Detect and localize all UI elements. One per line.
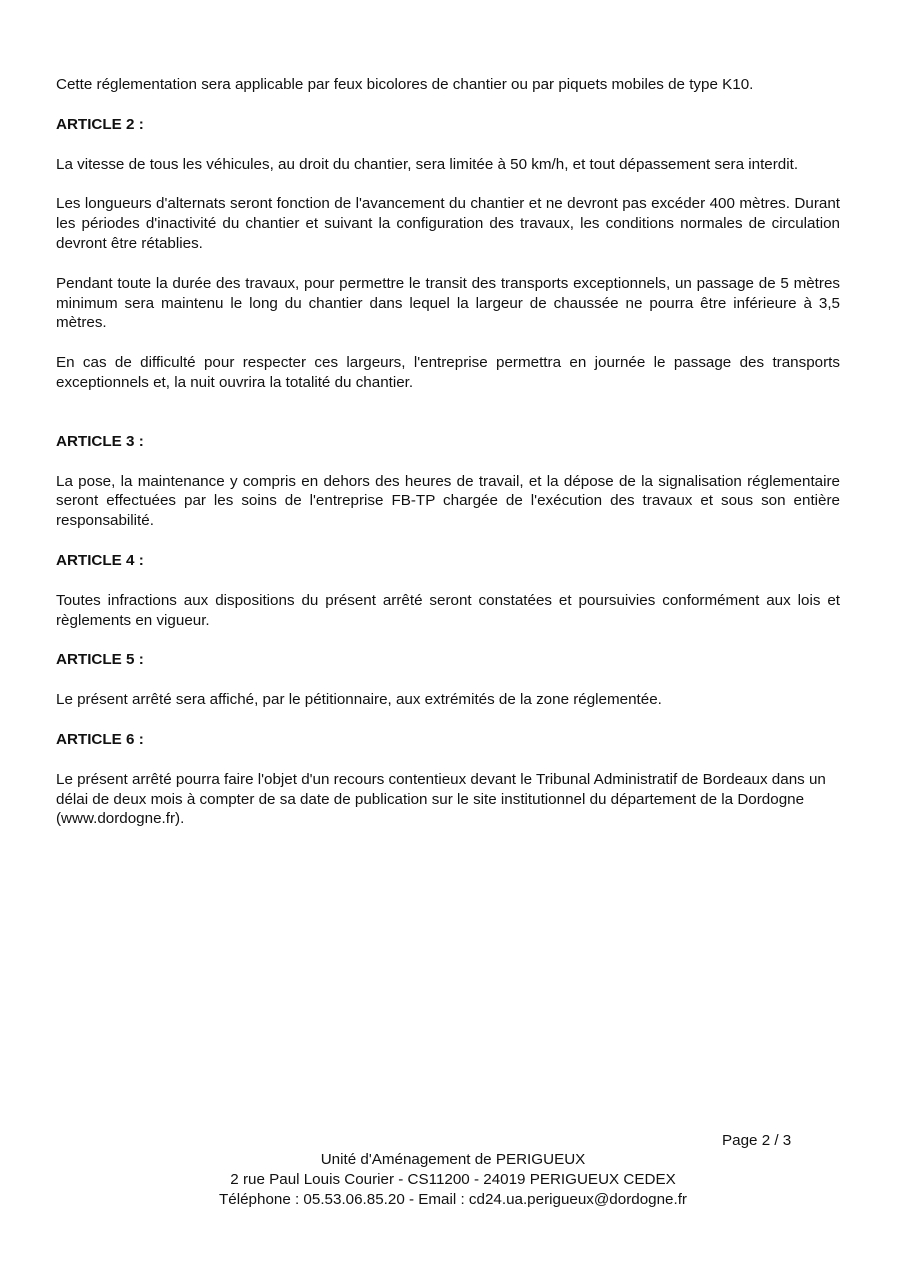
footer-unit-name: Unité d'Aménagement de PERIGUEUX [320, 1151, 586, 1168]
article-2-paragraph-4: En cas de difficulté pour respecter ces largeurs, l'entreprise permettra en journée le passage des transports exceptionnels et, la nuit ouvrira la totalité du chantier. [56, 354, 840, 391]
article-2-heading: ARTICLE 2 : [56, 115, 144, 133]
article-6-heading: ARTICLE 6 : [56, 730, 144, 748]
article-5-paragraph-1: Le présent arrêté sera affiché, par le pétitionnaire, aux extrémités de la zone réglementée. [56, 691, 662, 709]
article-4-heading: ARTICLE 4 : [56, 551, 144, 569]
page-number: Page 2 / 3 [722, 1132, 792, 1149]
article-3-paragraph-1: La pose, la maintenance y compris en dehors des heures de travail, et la dépose de la signalisation réglementaire seront effectuées par les soins de l'entreprise FB-TP chargée de l'exécution des travaux et sous son entière responsabilité. [56, 472, 840, 530]
article-5-heading: ARTICLE 5 : [56, 651, 144, 669]
footer-contact: Téléphone : 05.53.06.85.20 - Email : cd24.ua.perigueux@dordogne.fr [219, 1191, 687, 1208]
article-2-paragraph-3: Pendant toute la durée des travaux, pour permettre le transit des transports exceptionnels, un passage de 5 mètres minimum sera maintenu le long du chantier dans lequel la largeur de chaussée ne pourra être inférieure à 3,5 mètres. [56, 274, 840, 332]
intro-paragraph: Cette réglementation sera applicable par feux bicolores de chantier ou par piquets mobiles de type K10. [56, 76, 754, 93]
footer-postal-address: 2 rue Paul Louis Courier - CS11200 - 24019 PERIGUEUX CEDEX [230, 1171, 676, 1188]
article-2-paragraph-2: Les longueurs d'alternats seront fonction de l'avancement du chantier et ne devront pas excéder 400 mètres. Durant les périodes d'inactivité du chantier et suivant la configuration des travaux, les conditions normales de circulation devront être rétablies. [56, 195, 840, 252]
article-4-paragraph-1: Toutes infractions aux dispositions du présent arrêté seront constatées et poursuivies conformément aux lois et règlements en vigueur. [56, 591, 840, 629]
footer-address-block [0, 1150, 900, 1210]
article-3-heading: ARTICLE 3 : [56, 432, 144, 450]
article-6-paragraph-1: Le présent arrêté pourra faire l'objet d'un recours contentieux devant le Tribunal Administratif de Bordeaux dans un délai de deux mois à compter de sa date de publication sur le site institutionnel du département de la Dordogne (www.dordogne.fr). [56, 770, 826, 828]
document-body [56, 75, 840, 829]
article-2-paragraph-1: La vitesse de tous les véhicules, au droit du chantier, sera limitée à 50 km/h, et tout dépassement sera interdit. [56, 155, 799, 173]
